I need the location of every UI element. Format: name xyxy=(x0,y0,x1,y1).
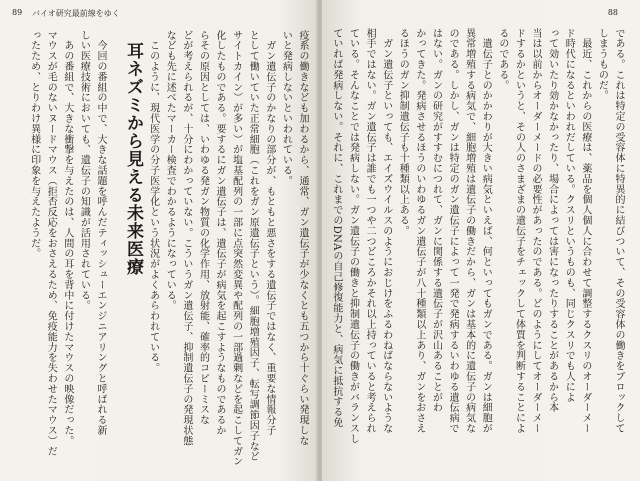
left-continuation-line: 化したものである。要するにガン遺伝子は、遺伝子が病気を起こすようなものであるか xyxy=(214,30,226,436)
right-page-text-line: のである。しかし、ガンは特定のガン遺伝子によって一発で発病するいわゆる遺伝病で xyxy=(447,28,459,434)
right-page-text-line: はない。ガンの研究がすすむにつれて、ガンに関係する遺伝子が沢山あることがわ xyxy=(430,28,442,413)
right-page-text-line: 当は以前からオーダーメードの必要性があったのである。どのようにしてオーダーメー xyxy=(530,28,542,434)
right-page-text-line: しまうものだ。 xyxy=(596,28,608,101)
right-page-text-line: 遺伝子とのかかわりが大きい病気といえば、何といってもガンである。ガンは細胞が xyxy=(480,28,492,434)
right-page-text-line: るのである。 xyxy=(496,28,508,91)
right-page-text-line: ていれば発病しない。それに、これまでのDNAの自己修復能力と、病気に抵抗する免 xyxy=(330,28,342,428)
left-page xyxy=(0,0,318,481)
right-page-text-line: って効いたり効かなかったり、場合によっては害になったりすることがあるから本 xyxy=(546,28,558,413)
right-page-text-line: 異常増殖する病気で、細胞増殖は遺伝子の働きだから、ガンは基本的に遺伝子の病気な xyxy=(463,28,475,434)
left-continuation-text xyxy=(147,30,310,476)
right-page-number: 88 xyxy=(607,8,618,17)
left-section-line: あの番組で、大きな衝撃を与えたのは、人間の耳を背中に付けたマウスの映像だった。 xyxy=(61,30,73,446)
left-continuation-line: サイトカイン）が多い）が塩基配列の一部に点突然変異や配列の一部過剰などを起こしてガン xyxy=(230,30,242,467)
left-page-number: 89 xyxy=(12,8,23,17)
right-page-text xyxy=(328,28,626,476)
right-page-text-line: るほうのガン抑制遺伝子も十種類以上ある。 xyxy=(397,28,409,236)
left-section-line: しい医療技術においても、遺伝子の知識が活用されている。 xyxy=(78,30,90,311)
left-section-line: ったため、とりわけ異様に印象を与えたようだ。 xyxy=(28,30,40,259)
running-title: バイオ研究最前線をゆく xyxy=(32,9,120,18)
right-page-text-line: ガン遺伝子といっても、エイズウイルスのようにおじけをふるわねばならないような xyxy=(380,28,392,434)
left-section-text xyxy=(0,30,108,476)
right-page-text-line: ドするかというと、その人のさまざまの遺伝子をチェックして体質を判断することによ xyxy=(513,28,525,434)
left-continuation-line: いと発病しないといわれている。 xyxy=(280,30,292,186)
right-page-text-line: 相手ではない。ガン遺伝子は誰でも一つや二つどころかそれ以上持っていると考えられ xyxy=(364,28,376,434)
right-page-text-line: 最近、これからの医療は、薬品を個人個人に合わせて調整するクスリのオーダーメー xyxy=(579,28,591,434)
left-continuation-line: らその原因としては、いわゆる発ガン物質の化学作用、放射能、確率的コピーミスな xyxy=(197,30,209,426)
left-section-line: 今回の番組の中で、大きな話題を呼んだティッシューエンジニアリングと呼ばれる新 xyxy=(95,30,106,436)
left-continuation-line: ガン遺伝子のかなりの部分が、もともと悪さをする遺伝子ではなく、重要な情報分子 xyxy=(263,30,275,436)
left-continuation-line: 疫系の働きなども加わるから、通常、ガン遺伝子が少なくとも五つから十ぐらい発現しな xyxy=(297,30,308,446)
left-continuation-line: なども先に述べたマーカー検査でわかるようになっている。 xyxy=(164,30,176,311)
section-heading: 耳ネズミから見える未来医療 xyxy=(123,42,143,276)
right-page-text-line: かってきた。発病させるほうのいわゆるガン遺伝子が八十種類以上あり、ガンをおさえ xyxy=(413,28,425,434)
right-page xyxy=(322,0,640,481)
left-section-line: マウスが毛のないヌードマウス（拒否反応をおさえるため、免疫能力を失わせたマウス）だ xyxy=(45,30,57,457)
right-page-text-line: ている。そんなことでは発病しない。ガン遺伝子の働きと抑制遺伝子の働きがバランスし xyxy=(347,28,359,444)
left-continuation-line: どが考えられるが、十分にわかっていない。こういうガン遺伝子、抑制遺伝子の発現状態 xyxy=(180,30,192,446)
right-page-text-line: ド時代になるといわれだしている。クスリというものも、同じクスリでも人によ xyxy=(563,28,575,403)
left-continuation-line: として働いていた正常細胞（これをガン原遺伝子という）。細胞増殖因子、転写調節因子など xyxy=(247,30,259,462)
left-continuation-line: このように、現代医学の分子医学化という状況がよくあらわれている。 xyxy=(147,30,159,374)
right-page-text-line: である。これは特定の受容体に特異的に結びついて、その受容体の働きをブロックして xyxy=(613,28,624,434)
